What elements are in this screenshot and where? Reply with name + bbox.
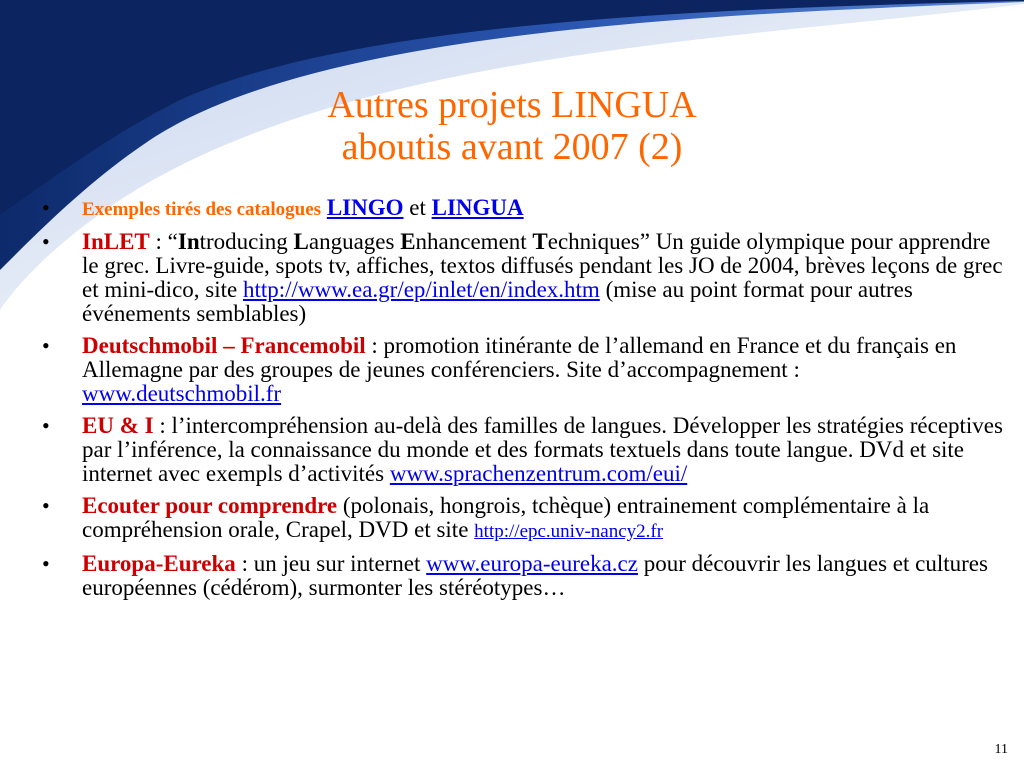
deutschmobil-text: : promotion itinérante de l’allemand en France et du français en Allemagne par des groupes de jeunes conférenciers. Site d’accompagnement : <box>82 333 957 382</box>
intro-text: Exemples tirés des catalogues <box>82 199 322 220</box>
deutschmobil-name: Deutschmobil – Francemobil <box>82 333 366 358</box>
bullet-list <box>38 196 1003 600</box>
inlet-sep: : “ <box>149 229 178 254</box>
bullet-icon: • <box>42 229 50 254</box>
intro-conj: et <box>409 195 426 220</box>
eui-name: EU & I <box>82 413 154 438</box>
bullet-europa <box>38 552 1003 600</box>
page-number: 11 <box>994 742 1008 757</box>
lingo-link[interactable]: LINGO <box>326 195 404 220</box>
ecouter-name: Ecouter pour comprendre <box>82 493 338 518</box>
inlet-name: InLET <box>82 229 150 254</box>
europa-after: pour découvrir les langues et cultures européennes (cédérom), surmonter les stéréotypes… <box>82 551 988 600</box>
europa-name: Europa-Eureka <box>82 551 236 576</box>
bullet-intro <box>38 196 1003 222</box>
inlet-w3r: nhancement <box>415 229 533 254</box>
deutschmobil-link[interactable]: www.deutschmobil.fr <box>82 381 282 406</box>
bullet-ecouter <box>38 494 1003 544</box>
lingua-link[interactable]: LINGUA <box>431 195 524 220</box>
inlet-w2b: L <box>293 229 309 254</box>
europa-link[interactable]: www.europa-eureka.cz <box>426 551 638 576</box>
eui-text: : l’intercompréhension au-delà des familles de langues. Développer les stratégies réceptives par l’inférence, la connaissance du monde et des formats textuels dans toute langue. DVd et site internet avec exempls d’activités <box>82 413 1003 486</box>
ecouter-text: (polonais, hongrois, tchèque) entrainement complémentaire à la compréhension orale, Crapel, DVD et site <box>82 493 930 542</box>
inlet-w1b: In <box>177 229 200 254</box>
bullet-icon: • <box>42 493 50 518</box>
inlet-w2r: anguages <box>308 229 401 254</box>
inlet-w3b: E <box>400 229 416 254</box>
slide-title-line1: Autres projets LINGUA <box>327 84 697 126</box>
bullet-icon: • <box>42 413 50 438</box>
inlet-w4b: T <box>532 229 548 254</box>
slide-title <box>0 84 1024 168</box>
bullet-deutschmobil <box>38 334 1003 406</box>
inlet-w4r: echniques” Un guide olympique pour apprendre le grec. Livre-guide, spots tv, affiches, textos diffusés pendant les JO de 2004, brèves leçons de grec et mini-dico, site <box>82 229 1003 302</box>
bullet-icon: • <box>42 195 50 220</box>
bullet-inlet <box>38 230 1003 326</box>
inlet-w1r: troducing <box>199 229 294 254</box>
bullet-icon: • <box>42 333 50 358</box>
slide-title-line2: aboutis avant 2007 (2) <box>341 126 683 168</box>
bullet-icon: • <box>42 551 50 576</box>
eui-link[interactable]: www.sprachenzentrum.com/eui/ <box>389 461 688 486</box>
bullet-eui <box>38 414 1003 486</box>
inlet-link[interactable]: http://www.ea.gr/ep/inlet/en/index.htm <box>242 277 600 302</box>
inlet-after: (mise au point format pour autres événements semblables) <box>82 277 913 326</box>
slide-content <box>38 196 1003 608</box>
ecouter-link[interactable]: http://epc.univ-nancy2.fr <box>474 521 664 542</box>
europa-text: : un jeu sur internet <box>235 551 427 576</box>
